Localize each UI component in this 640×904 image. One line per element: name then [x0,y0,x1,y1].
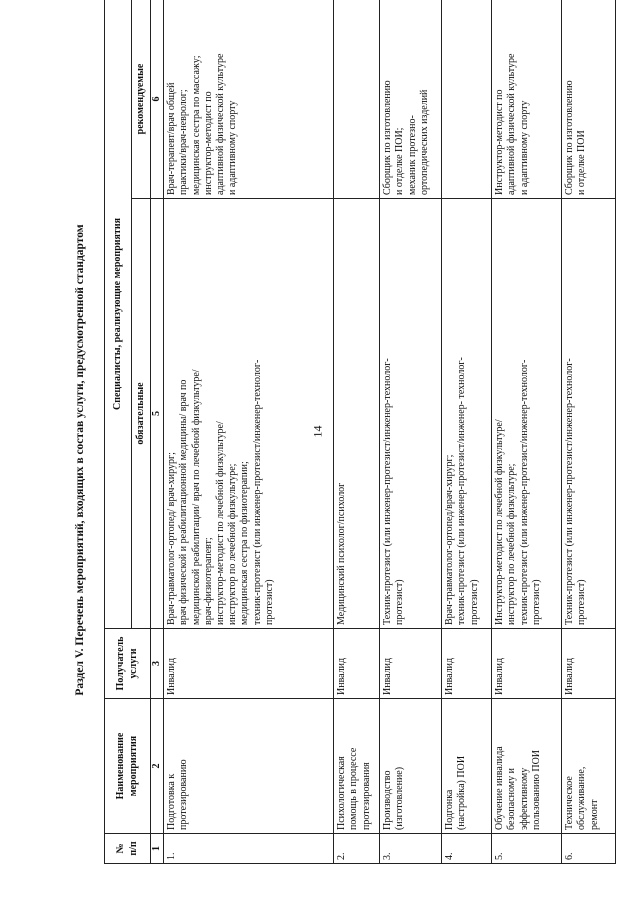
mandatory-specialists-cell [442,199,492,629]
recommended-specialist-line: Инструктор-методист по [494,89,506,195]
mandatory-specialist-line: врач физической и реабилитационной медицины/ врач по [178,379,190,625]
recommended-specialists-cell [380,0,442,199]
table-row [492,0,562,864]
event-name-cell: Техническое обслуживание, ремонт [562,699,616,834]
header-recipient: Получатель услуги [105,629,151,699]
mandatory-specialists-cell [380,199,442,629]
mandatory-specialist-line: техник-протезист (или инженер-протезист/инженер-технолог- [518,359,530,625]
mandatory-specialist-line: протезист) [263,579,275,625]
recommended-specialist-line: Сборщик по изготовлению [564,80,576,195]
recipient-cell: Инвалид [380,629,442,699]
mandatory-specialist-line: протезист) [576,579,588,625]
mandatory-specialist-line: Инструктор-методист по лечебной физкультуре/ [494,419,506,625]
row-number-cell: 4. [442,834,492,864]
row-number-cell: 3. [380,834,442,864]
recommended-specialist-line: Сборщик по изготовлению [382,80,394,195]
mandatory-specialist-line: медицинской реабилитации/ врач по лечебной физкультуре/ [190,369,202,625]
mandatory-specialist-line: Техник-протезист (или инженер-протезист/инженер-технолог- [564,358,576,625]
event-name-cell: Подгонка (настройка) ПОИ [442,699,492,834]
col-number: 6 [151,0,164,199]
col-number: 3 [151,629,164,699]
table-body [164,0,616,864]
recommended-specialist-line: адаптивной физической культуре [506,53,518,195]
section-title-text: Раздел V. Перечень мероприятий, входящих в состав услуги, предусмотренной стандартом [74,224,86,696]
header-specialists: Специалисты, реализующие мероприятия [105,0,132,629]
header-name: Наименование мероприятия [105,699,151,834]
mandatory-specialist-line: инструктор по лечебной физкультуре; [227,463,239,625]
event-name-cell: Психологическая помощь в процессе протезирования [334,699,380,834]
recipient-cell: Инвалид [442,629,492,699]
mandatory-specialist-line: протезист) [468,579,480,625]
row-number-cell: 2. [334,834,380,864]
mandatory-specialists-cell [492,199,562,629]
recommended-specialist-line: Врач-терапевт/врач общей [166,82,178,195]
recommended-specialist-line: и отделке ПОИ [576,130,588,195]
mandatory-specialist-line: врач-физиотерапевт; [202,537,214,625]
recommended-specialist-line: практики/врач-невролог; [178,89,190,195]
mandatory-specialist-line: инструктор по лечебной физкультуре; [506,463,518,625]
mandatory-specialist-line: медицинская сестра по физиотерапии; [239,461,251,625]
recipient-cell: Инвалид [164,629,334,699]
event-name-cell: Производство (изготовление) [380,699,442,834]
table-row [164,0,334,864]
page-number: 14 [310,425,325,438]
table-row [380,0,442,864]
row-number-cell: 6. [562,834,616,864]
mandatory-specialist-line: протезист) [394,579,406,625]
recipient-cell: Инвалид [562,629,616,699]
mandatory-specialists-cell [164,199,334,629]
recipient-cell: Инвалид [334,629,380,699]
recommended-specialist-line: механик протезно- [406,115,418,195]
col-number: 5 [151,199,164,629]
recommended-specialist-line: и адаптивному спорту [227,100,239,195]
recommended-specialist-line: адаптивной физической культуре [214,53,226,195]
recipient-cell: Инвалид [492,629,562,699]
col-number: 2 [151,699,164,834]
header-num: № п/п [105,834,151,864]
mandatory-specialists-cell [562,199,616,629]
header-row-1 [105,0,132,864]
recommended-specialists-cell [334,0,380,199]
mandatory-specialists-cell [334,199,380,629]
table-row [334,0,380,864]
event-name-cell: Подготовка к протезированию [164,699,334,834]
row-number-cell: 5. [492,834,562,864]
mandatory-specialist-line: техник-протезист (или инженер-протезист/инженер- технолог- [456,357,468,625]
col-number: 1 [151,834,164,864]
recommended-specialists-cell [562,0,616,199]
mandatory-specialist-line: техник-протезист (или инженер-протезист/инженер-технолог- [251,359,263,625]
rotated-table-container [104,0,600,864]
mandatory-specialist-line: инструктор-методист по лечебной физкультуре/ [214,421,226,625]
header-recommended: рекомендуемые [132,0,151,199]
mandatory-specialist-line: Врач-травматолог-ортопед/ врач-хирург; [166,452,178,625]
column-number-row [151,0,164,864]
table-row [562,0,616,864]
recommended-specialist-line: медицинская сестра по массажу; [190,55,202,195]
recommended-specialist-line: инструктор-методист по [202,91,214,195]
mandatory-specialist-line: Медицинский психолог/психолог [336,482,348,625]
mandatory-specialist-line: Врач-травматолог-ортопед/врач-хирург; [444,454,456,625]
mandatory-specialist-line: Техник-протезист (или инженер-протезист/инженер-технолог- [382,358,394,625]
mandatory-specialist-line: протезист) [530,579,542,625]
recommended-specialist-line: и адаптивному спорту [518,100,530,195]
services-table [104,0,616,864]
header-mandatory: обязательные [132,199,151,629]
recommended-specialists-cell [164,0,334,199]
recommended-specialist-line: ортопедических изделий [418,89,430,195]
recommended-specialists-cell [442,0,492,199]
row-number-cell: 1. [164,834,334,864]
recommended-specialists-cell [492,0,562,199]
table-row [442,0,492,864]
event-name-cell: Обучение инвалида безопасному и эффективному пользованию ПОИ [492,699,562,834]
recommended-specialist-line: и отделке ПОИ; [394,127,406,195]
